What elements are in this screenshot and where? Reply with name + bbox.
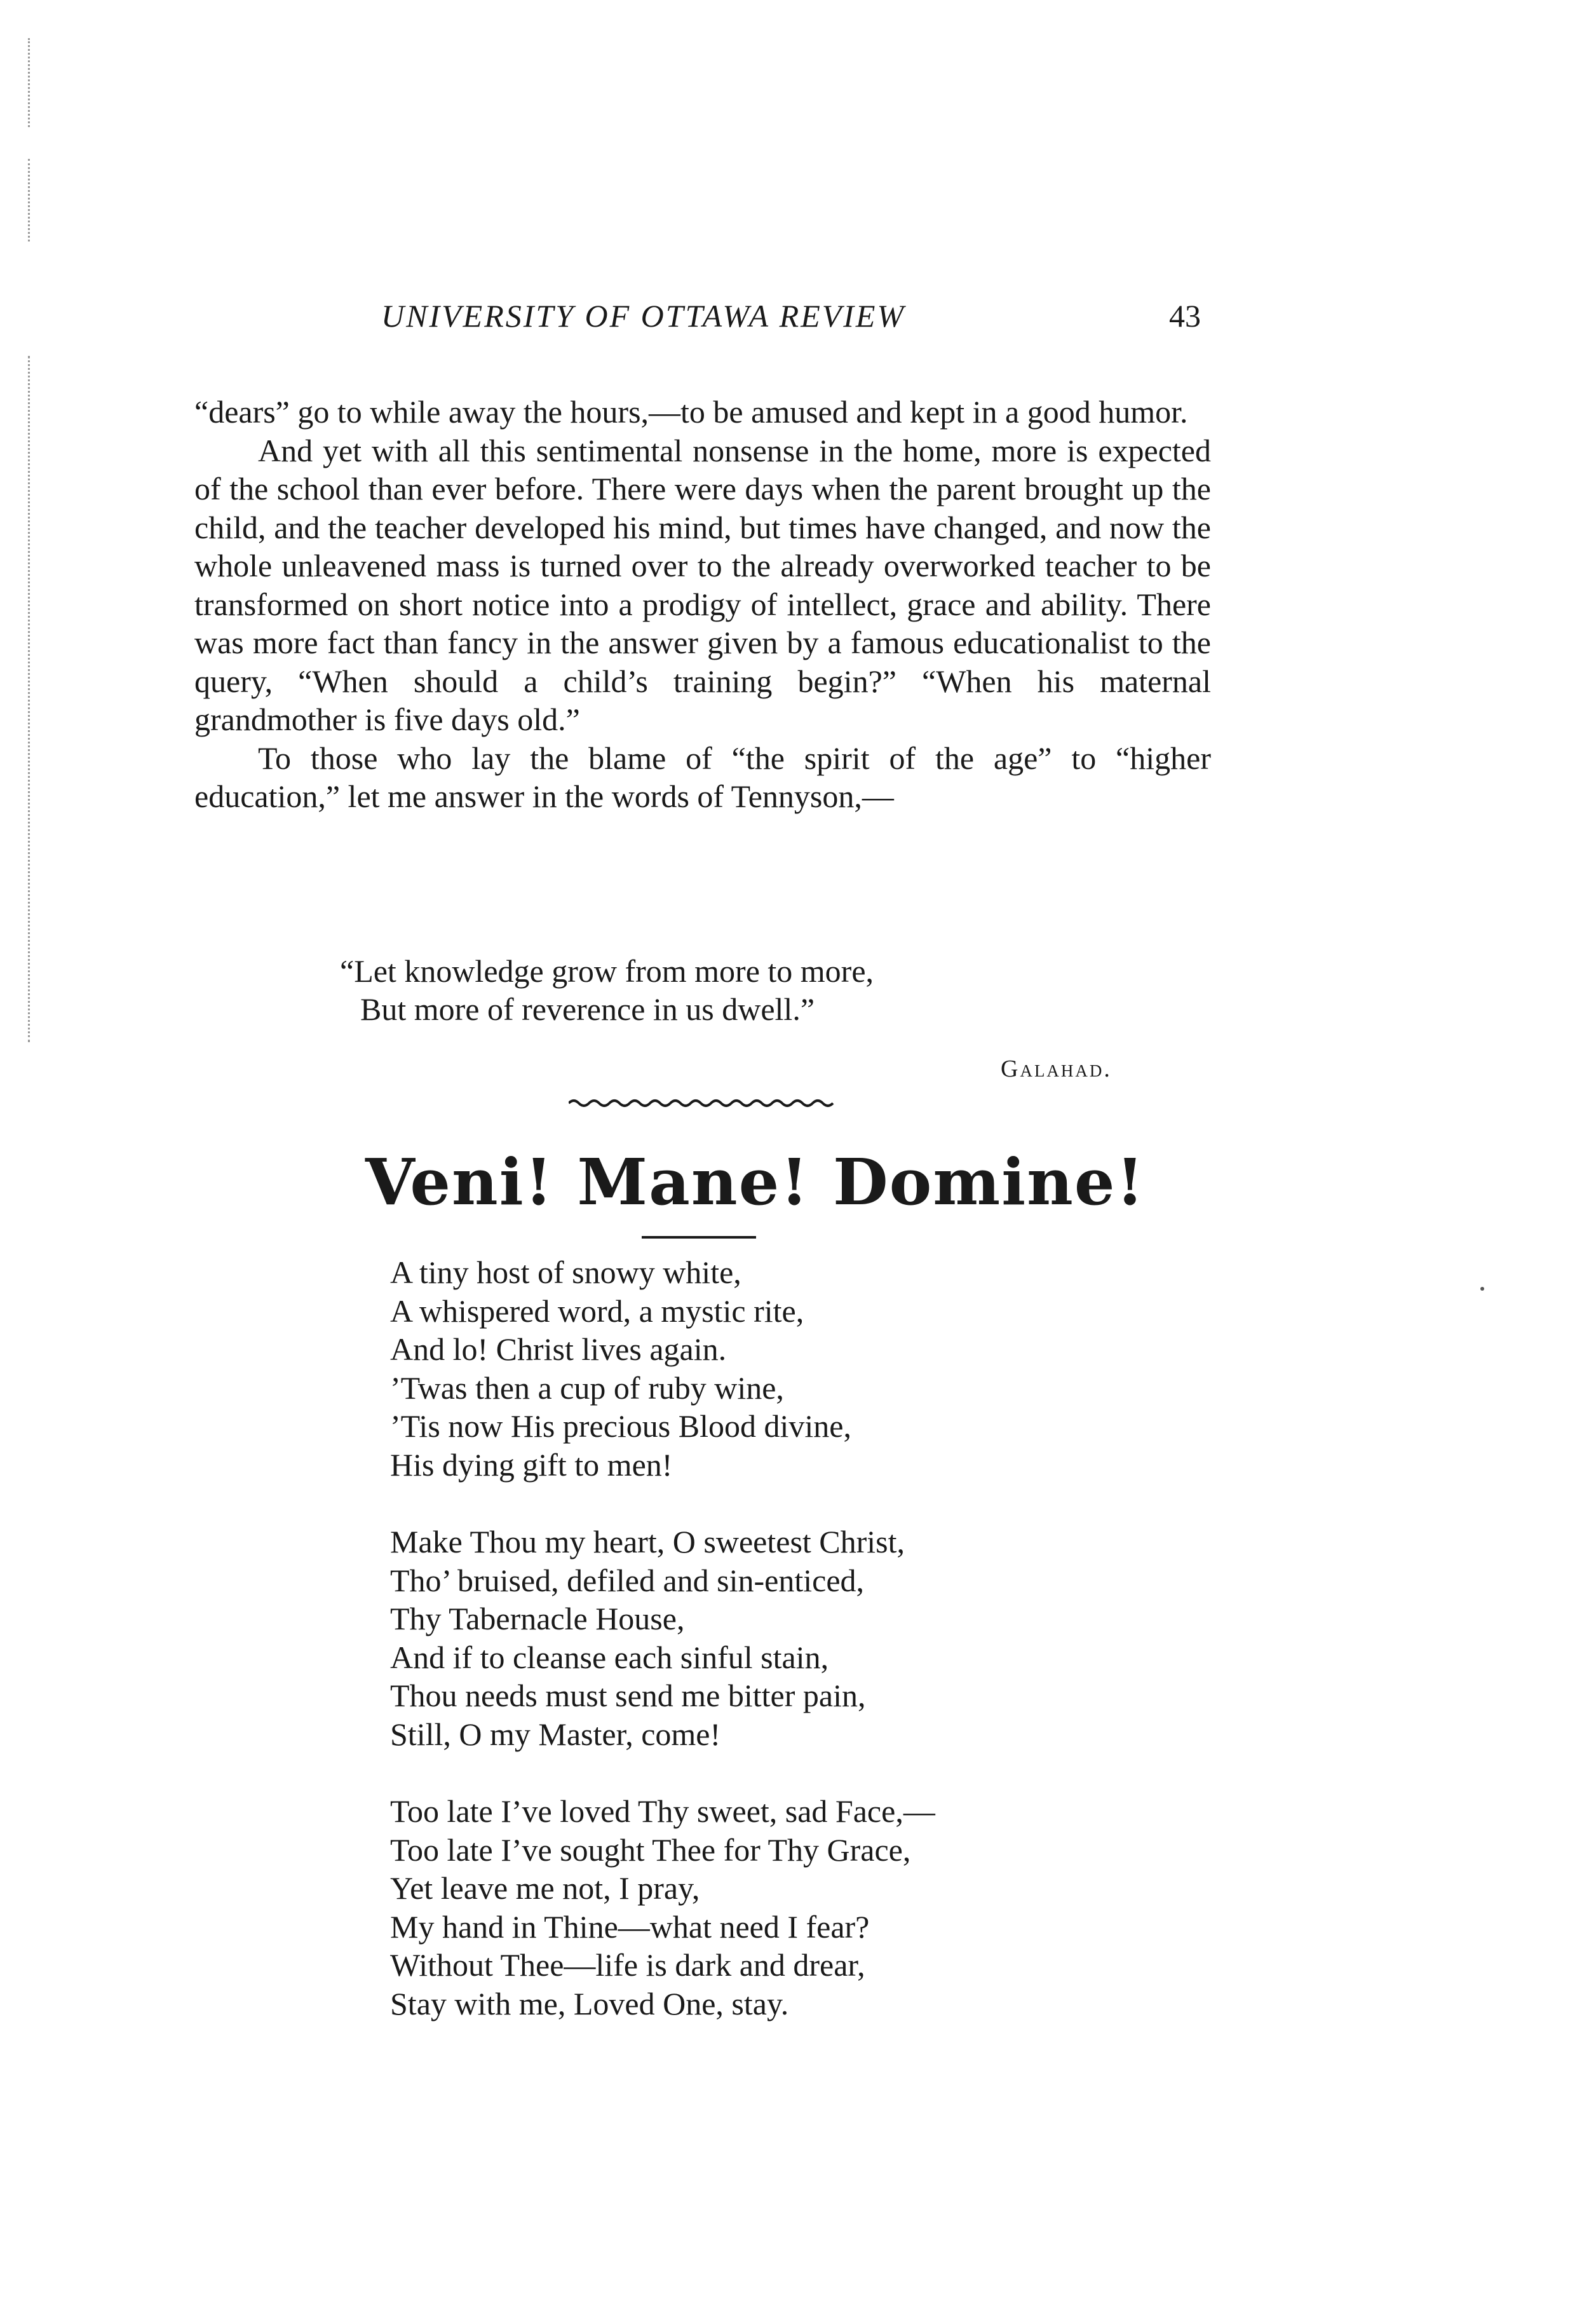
- poem-line: Thou needs must send me bitter pain,: [390, 1678, 866, 1713]
- poem-line: And lo! Christ lives again.: [390, 1331, 727, 1367]
- poem-body: [390, 1253, 935, 2023]
- poem-line: Still, O my Master, come!: [390, 1716, 721, 1752]
- author-signature: Galahad.: [1001, 1056, 1112, 1082]
- poem-line: ’Tis now His precious Blood divine,: [390, 1408, 851, 1444]
- poem-stanza: [390, 1253, 935, 1484]
- poem-line: ’Twas then a cup of ruby wine,: [390, 1369, 784, 1406]
- essay-body: [194, 393, 1211, 816]
- poem-line: Thy Tabernacle House,: [390, 1601, 685, 1636]
- scan-speck: [1480, 1287, 1484, 1291]
- title-underline: [642, 1236, 756, 1239]
- quote-line: But more of reverence in us dwell.”: [360, 991, 815, 1027]
- scan-gutter-mark: [28, 159, 34, 241]
- scan-gutter-mark: [28, 356, 34, 1042]
- poem-line: Make Thou my heart, O sweetest Christ,: [390, 1524, 905, 1559]
- poem-title: Veni! Mane! Domine!: [365, 1145, 1146, 1219]
- poem-line: A whispered word, a mystic rite,: [390, 1293, 804, 1329]
- poem-line: Tho’ bruised, defiled and sin-enticed,: [390, 1562, 865, 1598]
- poem-line: Stay with me, Loved One, stay.: [390, 1985, 789, 2021]
- poem-line: My hand in Thine—what need I fear?: [390, 1908, 870, 1945]
- essay-paragraph: To those who lay the blame of “the spirit of the age” to “higher education,” let me answer in the words of Tennyson,—: [194, 740, 1211, 814]
- poem-line: Yet leave me not, I pray,: [390, 1870, 700, 1906]
- poem-line: Without Thee—life is dark and drear,: [390, 1947, 865, 1983]
- wavy-divider: [569, 1096, 835, 1111]
- essay-paragraph: “dears” go to while away the hours,—to be amused and kept in a good humor.: [194, 394, 1188, 430]
- poem-line: Too late I’ve sought Thee for Thy Grace,: [390, 1831, 911, 1868]
- tennyson-quote: [340, 952, 874, 1028]
- scan-gutter-mark: [28, 38, 34, 127]
- poem-line: A tiny host of snowy white,: [390, 1254, 741, 1290]
- poem-line: And if to cleanse each sinful stain,: [390, 1639, 829, 1675]
- poem-line: His dying gift to men!: [390, 1446, 673, 1483]
- essay-paragraph: And yet with all this sentimental nonsense in the home, more is expected of the school than ever before. There were days when the parent brought up the child, and the teacher developed his mind, but times have changed, and now the whole unleavened mass is turned over to the already overworked teacher to be transformed on short notice into a prodigy of intellect, grace and ability. There was more fact than fancy in the answer given by a famous educationalist to the query, “When should a child’s training begin?” “When his maternal grandmother is five days old.”: [194, 432, 1211, 737]
- poem-stanza: [390, 1523, 935, 1753]
- poem-stanza: [390, 1792, 935, 2023]
- quote-line: “Let knowledge grow from more to more,: [340, 953, 874, 989]
- page-number: 43: [1169, 298, 1201, 334]
- poem-line: Too late I’ve loved Thy sweet, sad Face,—: [390, 1793, 935, 1829]
- running-head-title: UNIVERSITY OF OTTAWA REVIEW: [381, 298, 906, 334]
